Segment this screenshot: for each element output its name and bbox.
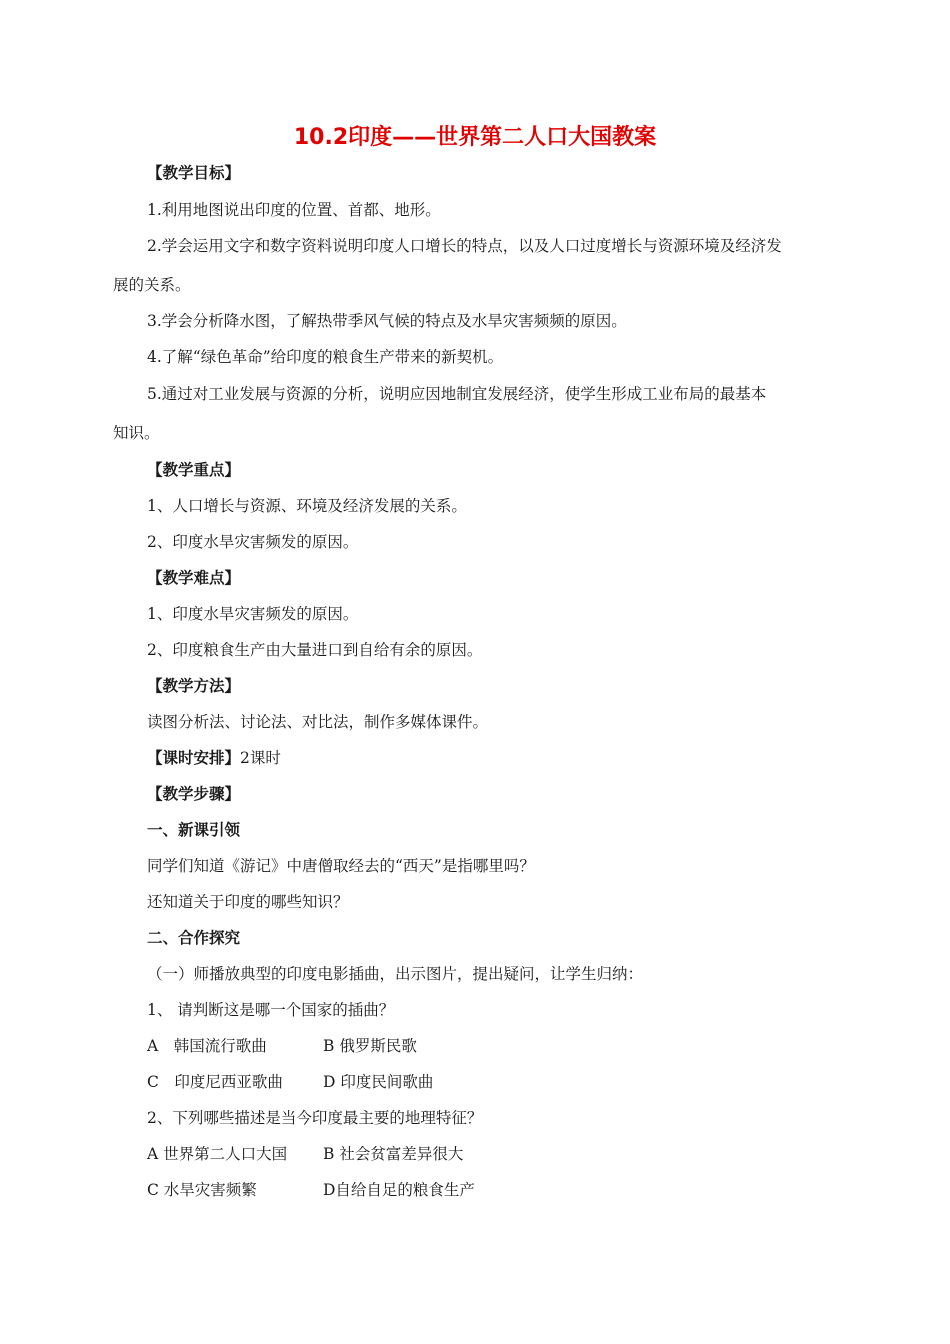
option-b: B 俄罗斯民歌: [323, 1037, 417, 1055]
part1-heading: 一、新课引领: [147, 821, 241, 839]
objective-4: 4.了解“绿色革命”给印度的粮食生产带来的新契机。: [147, 348, 504, 366]
part2-intro: （一）师播放典型的印度电影插曲，出示图片，提出疑问，让学生归纳：: [147, 965, 644, 983]
option-d: D 印度民间歌曲: [323, 1073, 434, 1091]
option-d: D自给自足的粮食生产: [323, 1181, 475, 1199]
difficulty-2: 2、印度粮食生产由大量进口到自给有余的原因。: [147, 641, 483, 659]
question-1-options-row-1: [147, 1036, 417, 1056]
key-point-2: 2、印度水旱灾害频发的原因。: [147, 533, 359, 551]
question-1: 1、 请判断这是哪一个国家的插曲？: [147, 1001, 395, 1019]
document-title: 10.2印度——世界第二人口大国教案: [293, 125, 657, 150]
key-points-heading: 【教学重点】: [147, 461, 241, 479]
difficulty-1: 1、印度水旱灾害频发的原因。: [147, 605, 359, 623]
schedule-line: [147, 748, 281, 768]
objective-5-line-2: 知识。: [113, 424, 160, 442]
question-2-options-row-2: [147, 1180, 475, 1200]
key-point-1: 1、人口增长与资源、环境及经济发展的关系。: [147, 497, 467, 515]
part2-heading: 二、合作探究: [147, 929, 241, 947]
schedule-value: 2课时: [240, 749, 281, 767]
steps-heading: 【教学步骤】: [147, 785, 241, 803]
option-c: C 印度尼西亚歌曲: [147, 1073, 283, 1091]
objective-3: 3.学会分析降水图，了解热带季风气候的特点及水旱灾害频频的原因。: [147, 312, 627, 330]
difficulties-heading: 【教学难点】: [147, 569, 241, 587]
option-a: A 韩国流行歌曲: [147, 1037, 267, 1055]
part1-question-1: 同学们知道《游记》中唐僧取经去的“西天”是指哪里吗？: [147, 857, 535, 875]
option-b: B 社会贫富差异很大: [323, 1145, 464, 1163]
objectives-heading: 【教学目标】: [147, 164, 241, 182]
objective-1: 1.利用地图说出印度的位置、首都、地形。: [147, 201, 441, 219]
objective-5-line-1: 5.通过对工业发展与资源的分析，说明应因地制宜发展经济，使学生形成工业布局的最基本: [147, 385, 767, 403]
question-2: 2、下列哪些描述是当今印度最主要的地理特征？: [147, 1109, 483, 1127]
part1-question-2: 还知道关于印度的哪些知识？: [147, 893, 349, 911]
question-1-options-row-2: [147, 1072, 433, 1092]
question-2-options-row-1: [147, 1144, 463, 1164]
methods-heading: 【教学方法】: [147, 677, 241, 695]
methods-text: 读图分析法、讨论法、对比法，制作多媒体课件。: [147, 713, 489, 731]
option-c: C 水旱灾害频繁: [147, 1181, 257, 1199]
schedule-heading: 【课时安排】: [147, 749, 241, 767]
option-a: A 世界第二人口大国: [147, 1145, 288, 1163]
objective-2-line-1: 2.学会运用文字和数字资料说明印度人口增长的特点，以及人口过度增长与资源环境及经济发: [147, 237, 782, 255]
objective-2-line-2: 展的关系。: [113, 276, 191, 294]
